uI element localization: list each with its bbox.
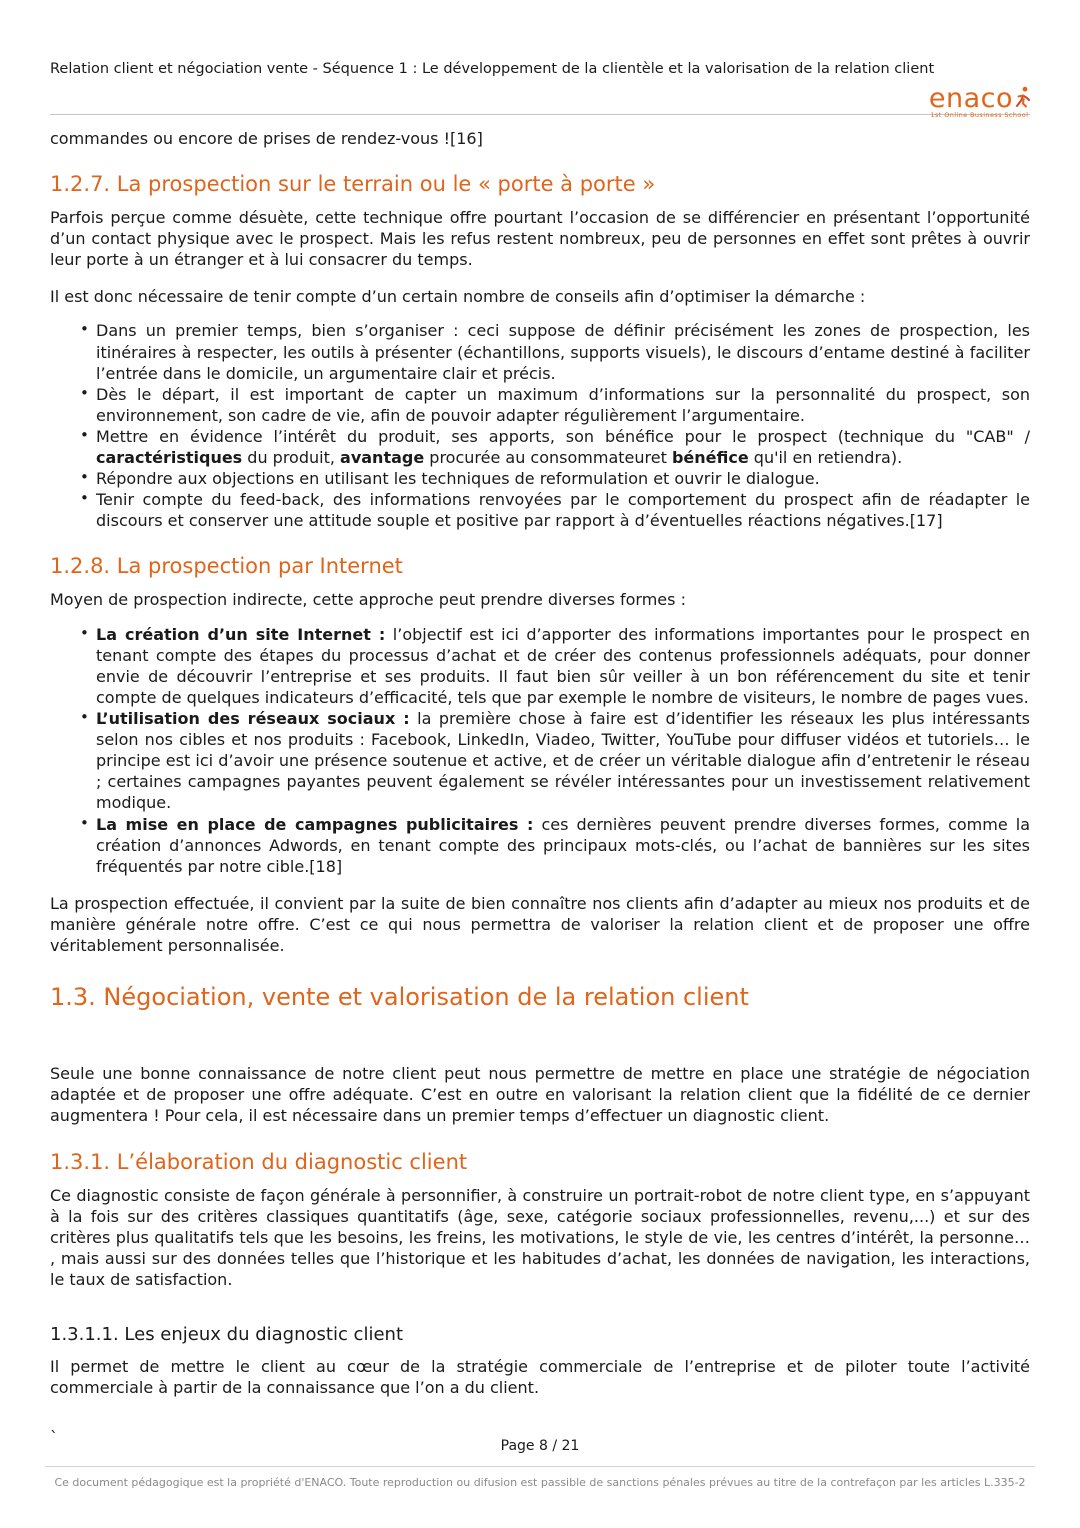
heading-1-3: 1.3. Négociation, vente et valorisation de la relation client	[50, 983, 749, 1012]
list-item-text: Dès le départ, il est important de capter un maximum d’informations sur la personnalité du prospect, son environnement, son cadre de vie, afin de pouvoir adapter régulièrement l’argumentaire.	[96, 384, 1030, 425]
list-item	[80, 426, 1030, 468]
list-item	[80, 468, 1030, 489]
page-footer	[0, 1438, 1080, 1528]
enaco-logo-text: enaco	[928, 83, 1013, 115]
paragraph: Parfois perçue comme désuète, cette technique offre pourtant l’occasion de se différencier en présentant l’opportunité d’un contact physique avec le prospect. Mais les refus restent nombreux, peu de personnes en effet sont prêtes à ouvrir leur porte à un étranger et à lui consacrer du temps.	[50, 207, 1030, 270]
header-divider	[50, 114, 1030, 115]
footer-divider	[45, 1466, 1035, 1467]
list-item-text: La mise en place de campagnes publicitaires : ces dernières peuvent prendre diverses formes, comme la création d’annonces Adwords, en tenant compte des principaux mots-clés, ou l’achat de bannières sur les sites fréquentés par notre cible.[18]	[96, 814, 1031, 876]
page-header	[50, 60, 1030, 120]
list-item	[80, 814, 1030, 877]
list-item	[80, 624, 1030, 708]
list-item	[80, 489, 1030, 531]
list-item-text: Mettre en évidence l’intérêt du produit, ses apports, son bénéfice pour le prospect (technique du "CAB" / caractéristiques du produit, avantage procurée au consommateuret bénéfice qu'il en retiendra).	[96, 426, 1030, 468]
paragraph: Il est donc nécessaire de tenir compte d’un certain nombre de conseils afin d’optimiser la démarche :	[50, 287, 866, 307]
header-course-title: Relation client et négociation vente - Séquence 1 : Le développement de la clientèle et la valorisation de la relation client	[50, 61, 935, 77]
list-item	[80, 384, 1030, 426]
bullet-list-terrain	[80, 320, 1030, 531]
heading-1-3-1-1: 1.3.1.1. Les enjeux du diagnostic client	[50, 1324, 403, 1346]
paragraph: Seule une bonne connaissance de notre client peut nous permettre de mettre en place une stratégie de négociation adaptée et de proposer une offre adéquate. C’est en outre en valorisant la relation client que la fidélité de ce dernier augmentera ! Pour cela, il est nécessaire dans un premier temps d’effectuer un diagnostic client.	[50, 1064, 1030, 1126]
list-item	[80, 320, 1030, 383]
copyright-disclaimer: Ce document pédagogique est la propriété d'ENACO. Toute reproduction ou difusion est passible de sanctions pénales prévues au titre de la contrefaçon par les articles L.335-2	[54, 1476, 1026, 1489]
heading-1-2-7: 1.2.7. La prospection sur le terrain ou le « porte à porte »	[50, 171, 656, 196]
paragraph: La prospection effectuée, il convient par la suite de bien connaître nos clients afin d’adapter au mieux nos produits et de manière générale notre offre. C’est ce qui nous permettra de valoriser la relation client et de proposer une offre véritablement personnalisée.	[50, 893, 1030, 956]
paragraph: Ce diagnostic consiste de façon générale à personnifier, à construire un portrait-robot de notre client type, en s’appuyant à la fois sur des critères classiques quantitatifs (âge, sexe, catégorie sociaux professionnelles, revenu,...) et sur des critères plus qualitatifs tels que les besoins, les freins, les motivations, le style de vie, les centres d’intérêt, la personne… , mais aussi sur des données telles que l’historique et les habitudes d’achat, les données de navigation, les interactions, le taux de satisfaction.	[50, 1185, 1030, 1289]
stray-character: `	[50, 1428, 58, 1448]
list-item-text: Tenir compte du feed-back, des informations renvoyées par le comportement du prospect afin de réadapter le discours et conserver une attitude souple et positive par rapport à d’éventuelles réactions négatives.[17]	[96, 490, 1030, 531]
paragraph: Il permet de mettre le client au cœur de la stratégie commerciale de l’entreprise et de piloter toute l’activité commerciale à partir de la connaissance que l’on a du client.	[50, 1357, 1030, 1398]
list-item	[80, 708, 1030, 814]
bullet-list-internet	[80, 624, 1030, 877]
logo-row	[50, 79, 1030, 120]
list-item-text: Répondre aux objections en utilisant les techniques de reformulation et ouvrir le dialogue.	[96, 469, 820, 489]
enaco-logo-main	[928, 83, 1030, 115]
enaco-logo	[928, 83, 1030, 120]
heading-1-2-8: 1.2.8. La prospection par Internet	[50, 554, 403, 579]
paragraph-intro: commandes ou encore de prises de rendez-vous ![16]	[50, 128, 483, 148]
paragraph: Moyen de prospection indirecte, cette approche peut prendre diverses formes :	[50, 590, 686, 610]
runner-icon	[1014, 86, 1030, 111]
document-content	[50, 128, 1030, 1447]
page-number: Page 8 / 21	[500, 1438, 580, 1454]
list-item-text: L’utilisation des réseaux sociaux : la première chose à faire est d’identifier les réseaux les plus intéressants selon nos cibles et nos produits : Facebook, LinkedIn, Viadeo, Twitter, YouTube pour diffuser vidéos et tutoriels… le principe est ici d’avoir une présence soutenue et active, et de créer un véritable dialogue afin d’entretenir le réseau ; certaines campagnes payantes peuvent également se révéler intéressantes pour un investissement relativement modique.	[96, 709, 1031, 813]
list-item-text: Dans un premier temps, bien s’organiser : ceci suppose de définir précisément les zones de prospection, les itinéraires à respecter, les outils à présenter (échantillons, supports visuels), le discours d’entame destiné à faciliter l’entrée dans le domicile, un argumentaire clair et précis.	[96, 321, 1030, 383]
list-item-text: La création d’un site Internet : l’objectif est ici d’apporter des informations importantes pour le prospect en tenant compte des étapes du processus d’achat et de créer des contenus professionnels adéquats, pour donner envie de découvrir l’entreprise et ses produits. Il faut bien sûr veiller à un bon référencement du site et tenir compte de quelques indicateurs d’efficacité, tels que par exemple le nombre de visiteurs, le nombre de pages vues.	[96, 624, 1030, 707]
enaco-logo-tagline: 1st Online Business School	[930, 111, 1029, 120]
heading-1-3-1: 1.3.1. L’élaboration du diagnostic client	[50, 1149, 468, 1174]
